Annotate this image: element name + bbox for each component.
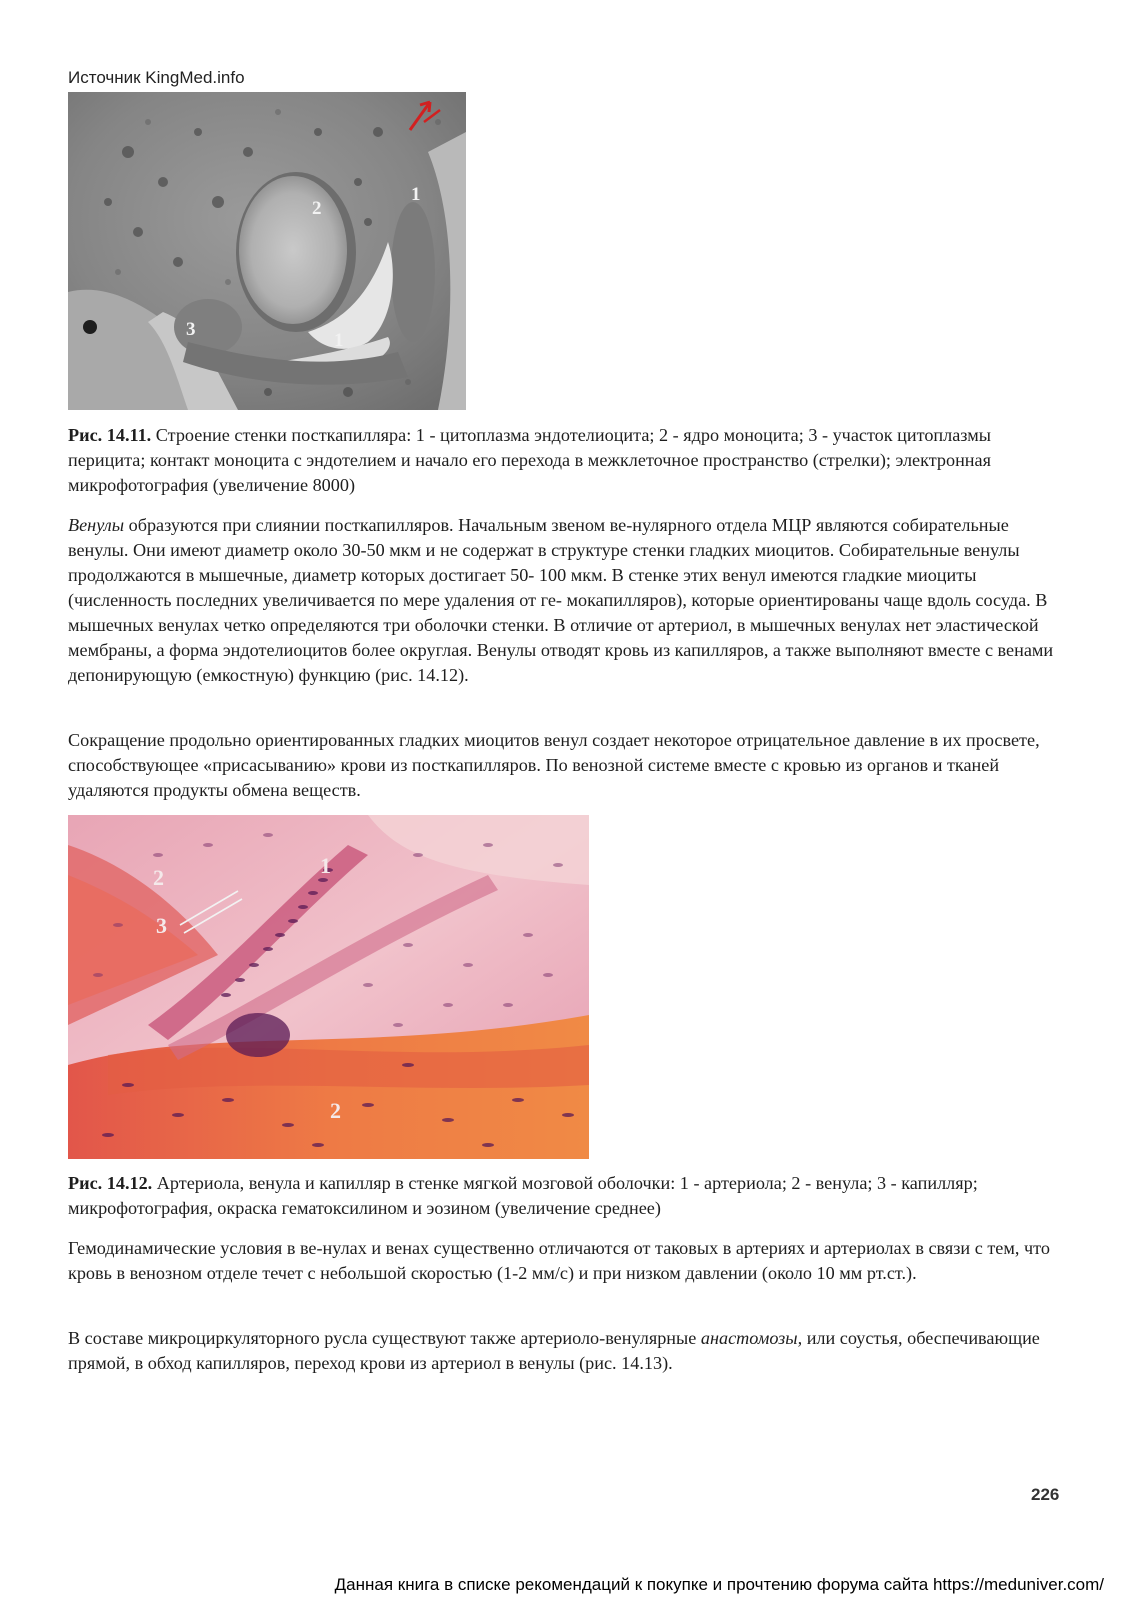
footer-recommendation: Данная книга в списке рекомендаций к покупке и прочтению форума сайта https://meduniver.com/ bbox=[334, 1575, 1104, 1594]
term-anastomoses: анастомозы, bbox=[700, 1328, 803, 1348]
page-number: 226 bbox=[1031, 1485, 1060, 1504]
micrograph-label-endothelium-bottom: 1 bbox=[334, 330, 344, 351]
paragraph-venules bbox=[68, 513, 1064, 688]
micrograph-label-endothelium-top: 1 bbox=[411, 184, 421, 205]
micrograph-label-nucleus: 2 bbox=[312, 198, 322, 219]
micrograph-label-arteriole: 1 bbox=[320, 853, 331, 878]
caption-number: Рис. 14.11. bbox=[68, 425, 152, 445]
micrograph-label-venule-bottom: 2 bbox=[330, 1098, 341, 1123]
term-venules: Венулы bbox=[68, 515, 125, 535]
micrograph-label-venule-top: 2 bbox=[153, 865, 164, 890]
paragraph-anastomoses bbox=[68, 1326, 1064, 1376]
caption-text: Строение стенки посткапилляра: 1 - цитоплазма эндотелиоцита; 2 - ядро моноцита; 3 - участок цитоплазмы перицита; контакт моноцита с эндотелием и начало его перехода в межклеточное пространство (стрелки); электронная микрофотография (увеличение 8000) bbox=[68, 425, 991, 495]
caption-text: Артериола, венула и капилляр в стенке мягкой мозговой оболочки: 1 - артериола; 2 - венула; 3 - капилляр; микрофотография, окраска гематоксилином и эозином (увеличение среднее) bbox=[68, 1173, 978, 1218]
source-header: Источник KingMed.info bbox=[68, 68, 245, 87]
stained-micrograph-figure bbox=[68, 815, 589, 1159]
paragraph-text: Сокращение продольно ориентированных гладких миоцитов венул создает некоторое отрицательное давление в их просвете, способствующее «присасыванию» крови из посткапилляров. По венозной системе вместе с кровью из органов и тканей удаляются продукты обмена веществ. bbox=[68, 730, 1040, 800]
paragraph-text-after: или соустья, обеспечивающие прямой, в обход капилляров, переход крови из артериол в венулы (рис. 14.13). bbox=[68, 1328, 1040, 1373]
figure-caption-14-12 bbox=[68, 1171, 1064, 1221]
paragraph-text: образуются при слиянии посткапилляров. Начальным звеном ве-нулярного отдела МЦР являются собирательные венулы. Они имеют диаметр около 30-50 мкм и не содержат в структуре стенки гладких миоцитов. Собирательные венулы продолжаются в мышечные, диаметр которых достигает 50- 100 мкм. В стенке этих венул имеются гладкие миоциты (численность последних увеличивается по мере удаления от ге- мокапилляров), которые ориентированы чаще вдоль сосуда. В мышечных венулах четко определяются три оболочки стенки. В отличие от артериол, в мышечных венулах нет эластической мембраны, а форма эндотелиоцитов более округлая. Венулы отводят кровь из капилляров, а также выполняют вместе с венами депонирующую (емкостную) функцию (рис. 14.12). bbox=[68, 515, 1054, 685]
paragraph-text: Гемодинамические условия в ве-нулах и венах существенно отличаются от таковых в артериях и артериолах в связи с тем, что кровь в венозном отделе течет с небольшой скоростью (1-2 мм/с) и при низком давлении (около 10 мм рт.ст.). bbox=[68, 1238, 1050, 1283]
electron-micrograph-figure bbox=[68, 92, 466, 410]
micrograph-label-capillary: 3 bbox=[156, 913, 167, 938]
paragraph-contraction bbox=[68, 728, 1064, 803]
micrograph-label-pericyte: 3 bbox=[186, 319, 196, 340]
paragraph-text-before: В составе микроциркуляторного русла существуют также артериоло-венулярные bbox=[68, 1328, 701, 1348]
figure-caption-14-11 bbox=[68, 423, 1064, 498]
caption-number: Рис. 14.12. bbox=[68, 1173, 153, 1193]
paragraph-hemodynamics bbox=[68, 1236, 1064, 1286]
